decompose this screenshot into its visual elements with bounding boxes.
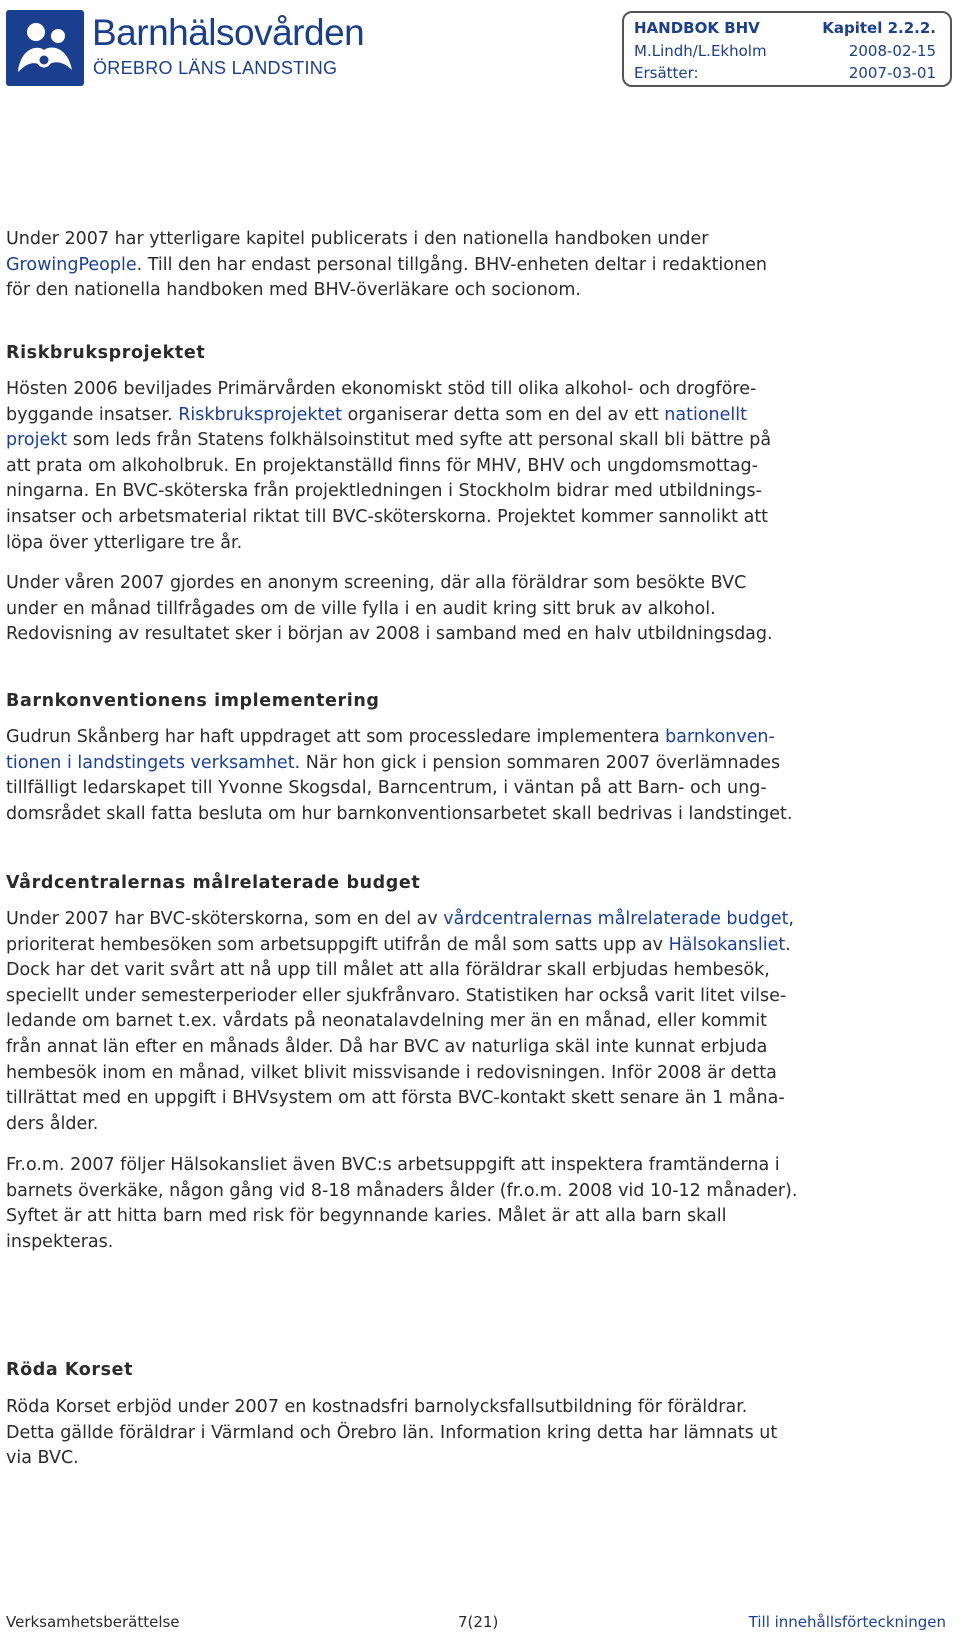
barnkonventionen-link[interactable]: tionen i landstingets verksamhet xyxy=(6,752,295,773)
body-text: Under 2007 har BVC-sköterskorna, som en del av xyxy=(6,909,444,929)
body-text: löpa över ytterligare tre år. xyxy=(6,532,243,553)
body-text: via BVC. xyxy=(6,1448,79,1469)
logo-subtitle: ÖREBRO LÄNS LANDSTING xyxy=(93,58,338,78)
body-text: prioriterat hembesöken som arbetsuppgift utifrån de mål som satts upp av xyxy=(6,934,669,955)
footer-doc-title: Verksamhetsberättelse xyxy=(6,1613,180,1631)
body-text: domsrådet skall fatta besluta om hur barnkonventionsarbetet skall bedrivas i landstinget. xyxy=(6,803,793,824)
roda-korset-paragraph xyxy=(6,1395,946,1472)
replaces-date: 2007-03-01 xyxy=(848,64,936,82)
halsokansliet-link[interactable]: Hälsokansliet xyxy=(668,934,786,955)
doc-date: 2008-02-15 xyxy=(848,42,936,60)
nationellt-projekt-link[interactable]: nationellt xyxy=(664,404,747,425)
logo-title: Barnhälsovården xyxy=(92,12,365,53)
riskbruk-paragraph xyxy=(6,377,946,556)
barnkonventionen-link[interactable]: barnkonven- xyxy=(665,727,775,747)
body-text: . När hon gick i pension sommaren 2007 överlämnades xyxy=(294,752,781,773)
logo-emblem xyxy=(6,10,84,86)
doc-type: HANDBOK BHV xyxy=(634,19,760,37)
body-text: Fr.o.m. 2007 följer Hälsokansliet även BVC:s arbetsuppgift att inspektera framtänderna i xyxy=(6,1155,780,1175)
toc-link[interactable]: Till innehållsförteckningen xyxy=(748,1613,946,1631)
body-text: byggande insatser. xyxy=(6,404,179,425)
replaces-label: Ersätter: xyxy=(634,64,699,82)
body-text: hembesök inom en månad, vilket blivit missvisande i redovisningen. Inför 2008 är detta xyxy=(6,1062,777,1083)
body-text: Syftet är att hitta barn med risk för begynnande karies. Målet är att alla barn skall xyxy=(6,1206,727,1227)
inspection-paragraph xyxy=(6,1153,946,1255)
barnkonvention-paragraph xyxy=(6,725,946,827)
section-heading-roda-korset: Röda Korset xyxy=(6,1360,134,1380)
body-text: ders ålder. xyxy=(6,1113,99,1134)
body-text: Gudrun Skånberg har haft uppdraget att som processledare implementera xyxy=(6,727,666,747)
budget-paragraph xyxy=(6,907,946,1137)
body-text: organiserar detta som en del av ett xyxy=(342,404,665,425)
body-text: Under våren 2007 gjordes en anonym screening, där alla föräldrar som besökte BVC xyxy=(6,573,747,593)
body-text: tillfälligt ledarskapet till Yvonne Skogsdal, Barncentrum, i väntan på att Barn- och ung- xyxy=(6,778,767,799)
nationellt-projekt-link[interactable]: projekt xyxy=(6,430,68,451)
body-text: Röda Korset erbjöd under 2007 en kostnadsfri barnolycksfallsutbildning för föräldrar. xyxy=(6,1397,748,1417)
malrelaterade-budget-link[interactable]: vårdcentralernas målrelaterade budget xyxy=(443,909,789,929)
footer-page-number: 7(21) xyxy=(458,1613,499,1631)
body-text: Detta gällde föräldrar i Värmland och Örebro län. Information kring detta har lämnats ut xyxy=(6,1422,778,1443)
body-text: barnets överkäke, någon gång vid 8-18 månaders ålder (fr.o.m. 2008 vid 10-12 månader). xyxy=(6,1180,798,1201)
body-text: att prata om alkoholbruk. En projektanställd finns för MHV, BHV och ungdomsmottag- xyxy=(6,455,758,476)
intro-text: . Till den har endast personal tillgång. BHV-enheten deltar i redaktionen xyxy=(136,254,767,275)
body-text: ningarna. En BVC-sköterska från projektledningen i Stockholm bidrar med utbildnings- xyxy=(6,481,762,502)
section-heading-budget: Vårdcentralernas målrelaterade budget xyxy=(6,873,421,893)
intro-text: för den nationella handboken med BHV-överläkare och socionom. xyxy=(6,280,581,301)
body-text: Hösten 2006 beviljades Primärvården ekonomiskt stöd till olika alkohol- och drogföre- xyxy=(6,379,757,399)
body-text: , xyxy=(788,909,795,929)
body-text: speciellt under semesterperioder eller sjukfrånvaro. Statistiken har också varit litet vilse- xyxy=(6,985,787,1006)
body-text: som leds från Statens folkhälsoinstitut med syfte att personal skall bli bättre på xyxy=(67,430,772,451)
intro-text: Under 2007 har ytterligare kapitel publicerats i den nationella handboken under xyxy=(6,229,709,249)
family-logo-icon xyxy=(6,10,84,86)
authors: M.Lindh/L.Ekholm xyxy=(634,42,767,60)
body-text: från annat län efter en månads ålder. Då har BVC av naturliga skäl inte kunnat erbjuda xyxy=(6,1036,768,1057)
riskbruksprojektet-link[interactable]: Riskbruksprojektet xyxy=(178,404,343,425)
body-text: tillrättat med en uppgift i BHVsystem om att första BVC-kontakt skett senare än 1 måna- xyxy=(6,1088,785,1109)
body-text: under en månad tillfrågades om de ville fylla i en audit kring sitt bruk av alkohol. xyxy=(6,598,716,619)
meta-row-authors xyxy=(634,42,936,60)
growingpeople-link[interactable]: GrowingPeople xyxy=(6,254,137,275)
body-text: . xyxy=(785,934,791,955)
intro-paragraph xyxy=(6,227,946,304)
section-heading-barnkonvention: Barnkonventionens implementering xyxy=(6,691,380,711)
section-heading-riskbruk: Riskbruksprojektet xyxy=(6,343,206,363)
chapter-number: Kapitel 2.2.2. xyxy=(822,19,936,37)
document-meta-box xyxy=(622,11,952,87)
screening-paragraph xyxy=(6,571,946,648)
body-text: ledande om barnet t.ex. vårdats på neonatalavdelning mer än en månad, eller kommit xyxy=(6,1011,768,1032)
body-text: Dock har det varit svårt att nå upp till målet att alla föräldrar skall erbjudas hembesök, xyxy=(6,960,770,981)
meta-row-doc xyxy=(634,19,936,37)
body-text: inspekteras. xyxy=(6,1231,114,1252)
body-text: Redovisning av resultatet sker i början av 2008 i samband med en halv utbildningsdag. xyxy=(6,624,773,645)
meta-row-replaces xyxy=(634,64,936,82)
body-text: insatser och arbetsmaterial riktat till BVC-sköterskorna. Projektet kommer sannolikt att xyxy=(6,506,769,527)
